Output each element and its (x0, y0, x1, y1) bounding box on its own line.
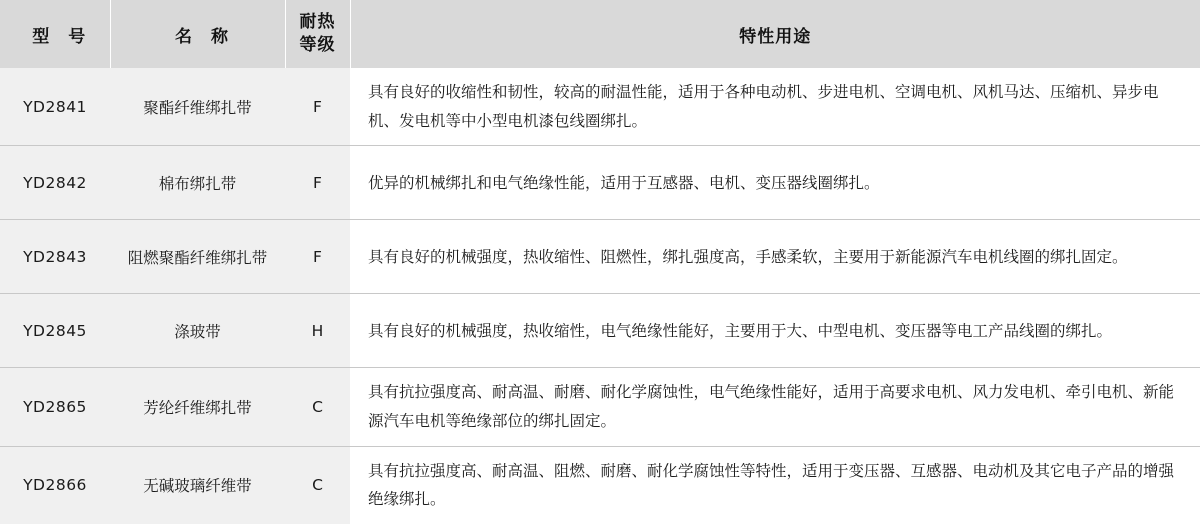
column-header-model: 型 号 (0, 0, 110, 68)
cell-description: 具有良好的机械强度，热收缩性、阻燃性，绑扎强度高，手感柔软，主要用于新能源汽车电机线圈的绑扎固定。 (350, 220, 1200, 294)
cell-model: YD2866 (0, 446, 110, 524)
table-row (0, 368, 1200, 446)
column-header-heat-grade-line2: 等级 (299, 35, 336, 55)
cell-name: 涤玻带 (110, 294, 285, 368)
column-header-heat-grade-line1: 耐热 (299, 12, 336, 33)
column-header-heat-grade (285, 0, 350, 68)
cell-description: 具有抗拉强度高、耐高温、耐磨、耐化学腐蚀性，电气绝缘性能好，适用于高要求电机、风力发电机、牵引电机、新能源汽车电机等绝缘部位的绑扎固定。 (350, 368, 1200, 446)
cell-heat-grade: F (285, 68, 350, 146)
cell-description: 优异的机械绑扎和电气绝缘性能，适用于互感器、电机、变压器线圈绑扎。 (350, 146, 1200, 220)
cell-name: 芳纶纤维绑扎带 (110, 368, 285, 446)
table-row (0, 146, 1200, 220)
cell-name: 阻燃聚酯纤维绑扎带 (110, 220, 285, 294)
table-header (0, 0, 1200, 68)
cell-model: YD2841 (0, 68, 110, 146)
cell-description: 具有抗拉强度高、耐高温、阻燃、耐磨、耐化学腐蚀性等特性，适用于变压器、互感器、电动机及其它电子产品的增强绝缘绑扎。 (350, 446, 1200, 524)
table-row (0, 68, 1200, 146)
cell-model: YD2845 (0, 294, 110, 368)
cell-heat-grade: C (285, 368, 350, 446)
cell-name: 棉布绑扎带 (110, 146, 285, 220)
cell-description: 具有良好的收缩性和韧性，较高的耐温性能，适用于各种电动机、步进电机、空调电机、风机马达、压缩机、异步电机、发电机等中小型电机漆包线圈绑扎。 (350, 68, 1200, 146)
column-header-description: 特性用途 (350, 0, 1200, 68)
cell-name: 聚酯纤维绑扎带 (110, 68, 285, 146)
table-header-row (0, 0, 1200, 68)
cell-heat-grade: F (285, 146, 350, 220)
cell-name: 无碱玻璃纤维带 (110, 446, 285, 524)
cell-heat-grade: F (285, 220, 350, 294)
cell-model: YD2865 (0, 368, 110, 446)
table-body (0, 68, 1200, 524)
table-row (0, 294, 1200, 368)
table-row (0, 220, 1200, 294)
cell-description: 具有良好的机械强度，热收缩性，电气绝缘性能好，主要用于大、中型电机、变压器等电工产品线圈的绑扎。 (350, 294, 1200, 368)
cell-heat-grade: H (285, 294, 350, 368)
cell-heat-grade: C (285, 446, 350, 524)
column-header-name: 名 称 (110, 0, 285, 68)
cell-model: YD2843 (0, 220, 110, 294)
table-row (0, 446, 1200, 524)
cell-model: YD2842 (0, 146, 110, 220)
